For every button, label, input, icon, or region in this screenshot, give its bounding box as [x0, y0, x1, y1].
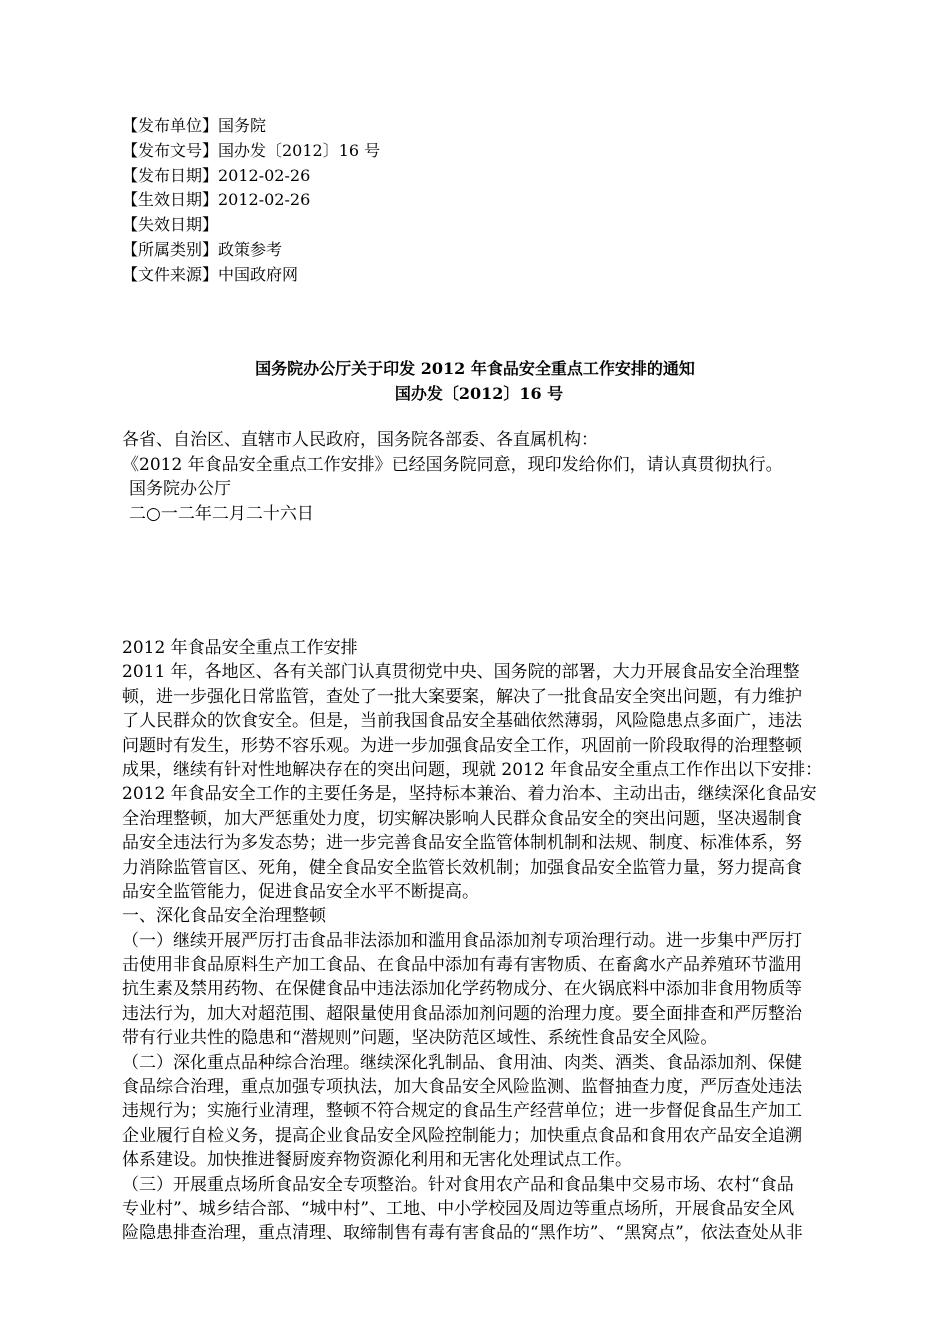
body-line: （二）深化重点品种综合治理。继续深化乳制品、食用油、肉类、酒类、食品添加剂、保健 — [122, 1052, 802, 1073]
document-title — [0, 356, 950, 406]
meta-source: 【文件来源】中国政府网 — [122, 264, 299, 284]
notice-addressee: 各省、自治区、直辖市人民政府，国务院各部委、各直属机构： — [122, 430, 598, 450]
body-line: 抗生素及禁用药物、在保健食品中违法添加化学药物成分、在火锅底料中添加非食用物质等 — [122, 979, 802, 1000]
notice-section — [122, 428, 842, 526]
meta-expiry-date: 【失效日期】 — [122, 215, 219, 235]
meta-doc-number: 【发布文号】国办发〔2012〕16 号 — [122, 140, 381, 160]
body-line: 食品综合治理，重点加强专项执法，加大食品安全风险监测、监督抽查力度，严厉查处违法 — [122, 1077, 802, 1098]
notice-date: 二○一二年二月二十六日 — [129, 503, 314, 524]
body-line: 了人民群众的饮食安全。但是，当前我国食品安全基础依然薄弱，风险隐患点多面广，违法 — [122, 711, 802, 732]
notice-signatory: 国务院办公厅 — [129, 479, 231, 499]
body-line: 顿，进一步强化日常监管，查处了一批大案要案，解决了一批食品安全突出问题，有力维护 — [122, 686, 802, 707]
body-line: 全治理整顿，加大严惩重处力度，切实解决影响人民群众食品安全的突出问题，坚决遏制食 — [122, 808, 802, 829]
meta-effective-date: 【生效日期】2012-02-26 — [122, 190, 311, 210]
body-line: 2012 年食品安全工作的主要任务是，坚持标本兼治、着力治本、主动出击，继续深化食品安 — [122, 784, 817, 805]
body-line: 问题时有发生，形势不容乐观。为进一步加强食品安全工作，巩固前一阶段取得的治理整顿 — [122, 735, 802, 756]
body-line: 击使用非食品原料生产加工食品、在食品中添加有毒有害物质、在畜禽水产品养殖环节滥用 — [122, 955, 802, 976]
section-heading: 一、深化食品安全治理整顿 — [122, 906, 326, 927]
metadata-block — [122, 114, 722, 288]
body-line: （三）开展重点场所食品安全专项整治。针对食用农产品和食品集中交易市场、农村“食品 — [122, 1174, 794, 1195]
body-line: 违规行为；实施行业清理，整顿不符合规定的食品生产经营单位；进一步督促食品生产加工 — [122, 1101, 802, 1122]
title-doc-number: 国办发〔2012〕16 号 — [394, 384, 564, 403]
body-section — [122, 636, 840, 1246]
body-line: 企业履行自检义务，提高企业食品安全风险控制能力；加快重点食品和食用农产品安全追溯 — [122, 1125, 802, 1146]
title-main: 国务院办公厅关于印发 2012 年食品安全重点工作安排的通知 — [255, 359, 695, 378]
body-line: 体系建设。加快推进餐厨废弃物资源化利用和无害化处理试点工作。 — [122, 1150, 632, 1171]
body-line: 带有行业共性的隐患和“潜规则”问题，坚决防范区域性、系统性食品安全风险。 — [122, 1028, 718, 1049]
body-line: 成果，继续有针对性地解决存在的突出问题，现就 2012 年食品安全重点工作作出以下安排： — [122, 759, 823, 780]
body-line: 险隐患排查治理，重点清理、取缔制售有毒有害食品的“黑作坊”、“黑窝点”，依法查处从非 — [122, 1223, 803, 1244]
body-line: 品安全违法行为多发态势；进一步完善食品安全监管体制机制和法规、制度、标准体系，努 — [122, 833, 802, 854]
meta-issuer: 【发布单位】国务院 — [122, 116, 267, 135]
notice-text: 《2012 年食品安全重点工作安排》已经国务院同意，现印发给你们，请认真贯彻执行。 — [122, 454, 783, 475]
body-line: 力消除监管盲区、死角，健全食品安全监管长效机制；加强食品安全监管力量，努力提高食 — [122, 857, 802, 878]
meta-category: 【所属类别】政策参考 — [122, 239, 283, 259]
body-heading: 2012 年食品安全重点工作安排 — [122, 638, 358, 658]
body-line: 品安全监管能力，促进食品安全水平不断提高。 — [122, 881, 479, 902]
body-line: 2011 年，各地区、各有关部门认真贯彻党中央、国务院的部署，大力开展食品安全治理整 — [122, 662, 800, 683]
body-line: 专业村”、城乡结合部、“城中村”、工地、中小学校园及周边等重点场所，开展食品安全风 — [122, 1198, 795, 1219]
body-line: （一）继续开展严厉打击食品非法添加和滥用食品添加剂专项治理行动。进一步集中严厉打 — [122, 930, 802, 951]
body-line: 违法行为，加大对超范围、超限量使用食品添加剂问题的治理力度。要全面排查和严厉整治 — [122, 1003, 802, 1024]
meta-issue-date: 【发布日期】2012-02-26 — [122, 165, 311, 185]
